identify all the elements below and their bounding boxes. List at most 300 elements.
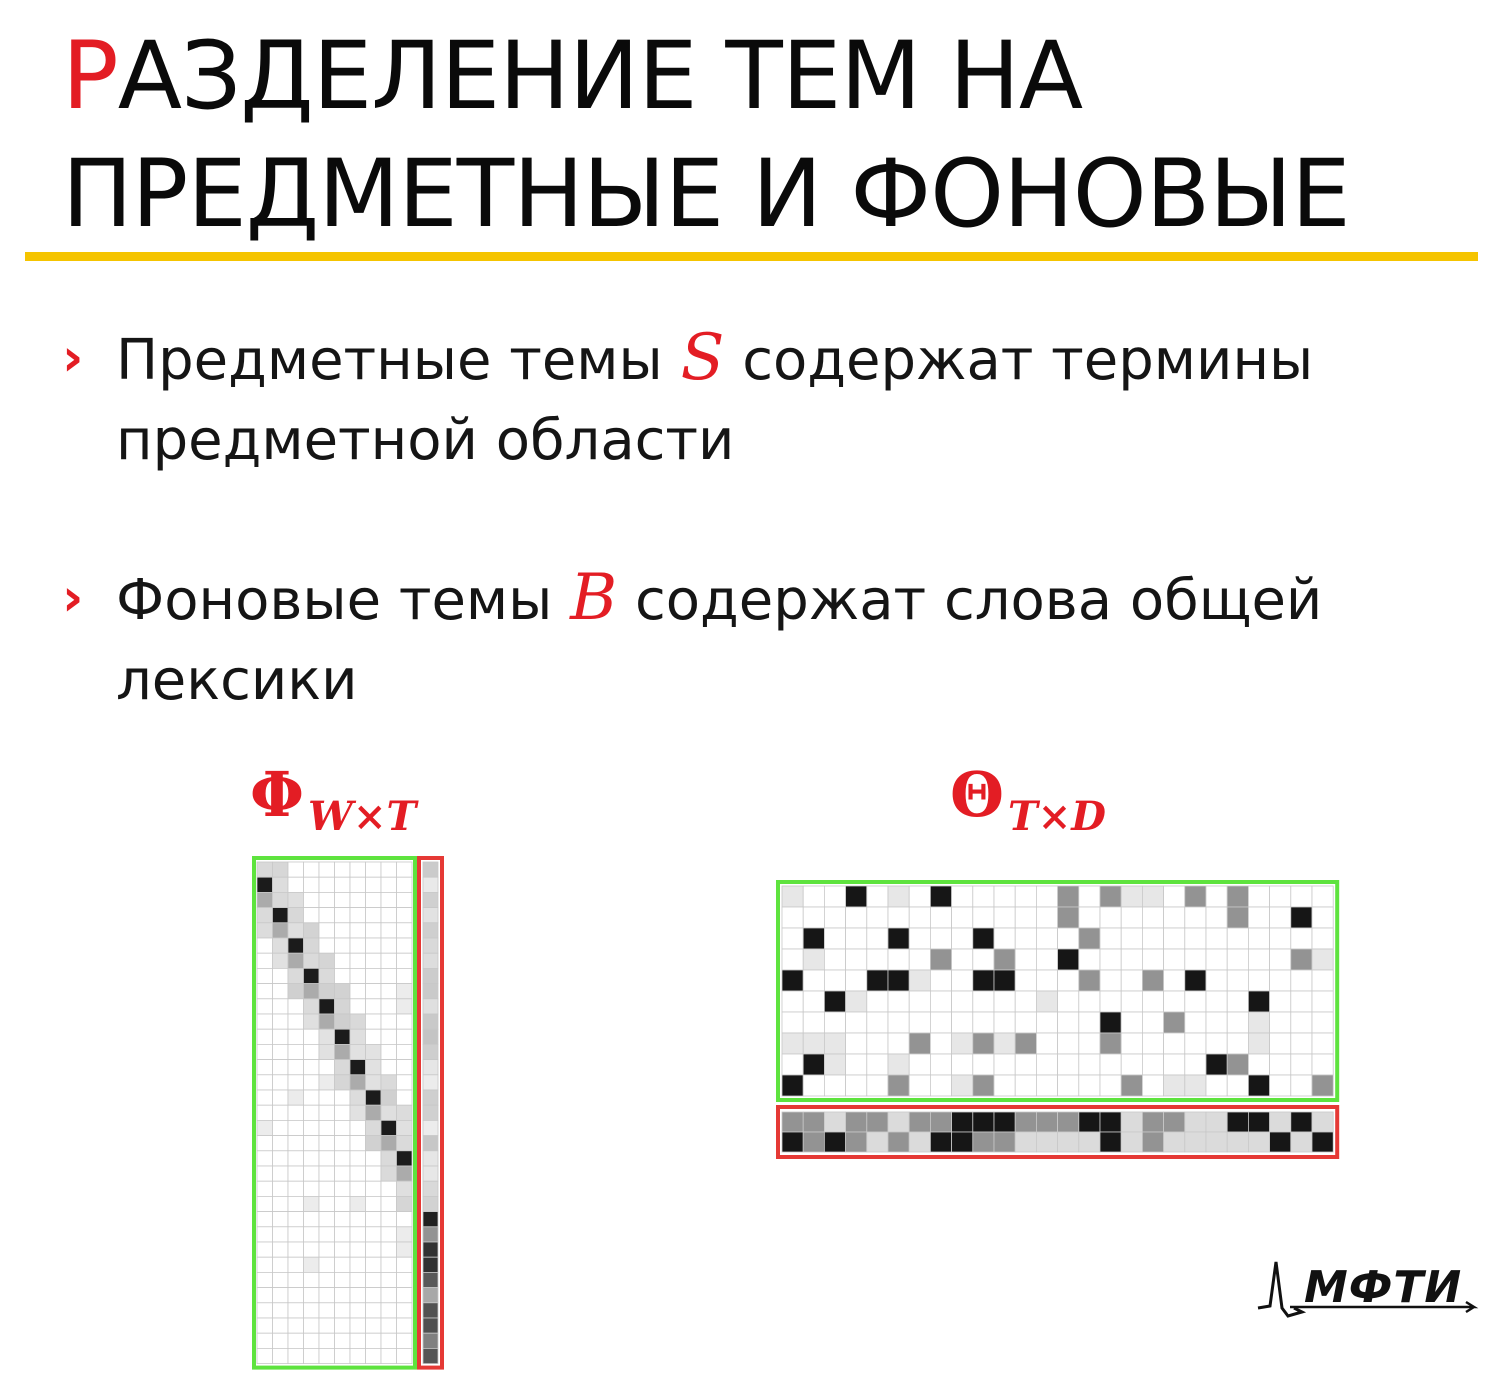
theta-cell bbox=[803, 949, 824, 970]
theta-cell bbox=[909, 1033, 930, 1054]
phi-cell bbox=[335, 953, 351, 968]
theta-cell bbox=[1291, 1012, 1312, 1033]
phi-cell bbox=[397, 877, 413, 892]
theta-cell bbox=[1058, 928, 1079, 949]
theta-background-cell bbox=[1100, 1132, 1121, 1152]
phi-background-cell bbox=[423, 892, 438, 907]
phi-cell bbox=[366, 877, 382, 892]
phi-cell bbox=[397, 1014, 413, 1029]
phi-cell bbox=[381, 908, 397, 923]
theta-cell bbox=[1270, 928, 1291, 949]
phi-cell bbox=[366, 923, 382, 938]
theta-cell bbox=[1185, 991, 1206, 1012]
phi-cell bbox=[319, 1075, 335, 1090]
phi-cell bbox=[257, 1060, 273, 1075]
theta-cell bbox=[1036, 970, 1057, 991]
theta-cell bbox=[888, 886, 909, 907]
theta-cell bbox=[1227, 1075, 1248, 1096]
phi-cell bbox=[273, 938, 289, 953]
theta-cell bbox=[1248, 991, 1269, 1012]
phi-cell bbox=[335, 1288, 351, 1303]
theta-cell bbox=[867, 991, 888, 1012]
theta-cell bbox=[1185, 1054, 1206, 1075]
phi-cell bbox=[381, 877, 397, 892]
phi-cell bbox=[319, 1318, 335, 1333]
phi-cell bbox=[335, 1090, 351, 1105]
theta-background-cell bbox=[1248, 1132, 1269, 1152]
theta-cell bbox=[973, 1054, 994, 1075]
phi-background-cell bbox=[423, 1105, 438, 1120]
phi-cell bbox=[335, 938, 351, 953]
theta-cell bbox=[1164, 907, 1185, 928]
phi-cell bbox=[350, 1181, 366, 1196]
phi-cell bbox=[397, 1333, 413, 1348]
phi-cell bbox=[273, 1257, 289, 1272]
theta-cell bbox=[1036, 928, 1057, 949]
phi-background-cell bbox=[423, 877, 438, 892]
phi-cell bbox=[381, 1029, 397, 1044]
theta-background-cell bbox=[1100, 1112, 1121, 1132]
theta-cell bbox=[1227, 970, 1248, 991]
theta-background-cell bbox=[1079, 1112, 1100, 1132]
theta-background-cell bbox=[1227, 1132, 1248, 1152]
theta-cell bbox=[952, 928, 973, 949]
theta-background-cell bbox=[1079, 1132, 1100, 1152]
phi-cell bbox=[288, 892, 304, 907]
phi-background-cell bbox=[423, 999, 438, 1014]
phi-cell bbox=[273, 1044, 289, 1059]
theta-cell bbox=[1121, 1012, 1142, 1033]
phi-cell bbox=[350, 1105, 366, 1120]
phi-cell bbox=[288, 908, 304, 923]
phi-cell bbox=[397, 1029, 413, 1044]
theta-cell bbox=[888, 970, 909, 991]
theta-cell bbox=[1206, 949, 1227, 970]
phi-cell bbox=[288, 1181, 304, 1196]
theta-cell bbox=[1270, 1054, 1291, 1075]
theta-cell bbox=[909, 949, 930, 970]
theta-cell bbox=[1270, 1075, 1291, 1096]
phi-background-cell bbox=[423, 1181, 438, 1196]
theta-cell bbox=[1079, 970, 1100, 991]
phi-background-cell bbox=[423, 923, 438, 938]
phi-cell bbox=[319, 1257, 335, 1272]
phi-cell bbox=[319, 1227, 335, 1242]
theta-cell bbox=[930, 1075, 951, 1096]
phi-cell bbox=[273, 1075, 289, 1090]
theta-background-cell bbox=[782, 1112, 803, 1132]
theta-cell bbox=[888, 1075, 909, 1096]
phi-cell bbox=[257, 1075, 273, 1090]
theta-cell bbox=[1248, 949, 1269, 970]
theta-background-cell bbox=[1142, 1132, 1163, 1152]
theta-cell bbox=[1079, 1075, 1100, 1096]
phi-cell bbox=[319, 999, 335, 1014]
phi-cell bbox=[366, 1151, 382, 1166]
phi-cell bbox=[366, 1227, 382, 1242]
theta-cell bbox=[782, 970, 803, 991]
theta-cell bbox=[909, 886, 930, 907]
theta-cell bbox=[824, 907, 845, 928]
phi-cell bbox=[366, 1288, 382, 1303]
phi-cell bbox=[304, 1151, 320, 1166]
theta-cell bbox=[1185, 928, 1206, 949]
theta-cell bbox=[1185, 970, 1206, 991]
phi-cell bbox=[381, 1288, 397, 1303]
theta-cell bbox=[1058, 991, 1079, 1012]
theta-cell bbox=[1164, 928, 1185, 949]
theta-cell bbox=[1036, 949, 1057, 970]
phi-cell bbox=[381, 984, 397, 999]
theta-cell bbox=[1312, 991, 1333, 1012]
theta-cell bbox=[1185, 1033, 1206, 1054]
theta-cell bbox=[803, 1033, 824, 1054]
phi-cell bbox=[381, 1075, 397, 1090]
phi-cell bbox=[350, 892, 366, 907]
phi-cell bbox=[288, 1318, 304, 1333]
phi-cell bbox=[304, 1014, 320, 1029]
theta-cell bbox=[994, 907, 1015, 928]
theta-cell bbox=[1121, 991, 1142, 1012]
phi-cell bbox=[288, 1333, 304, 1348]
theta-background-cell bbox=[824, 1132, 845, 1152]
phi-background-cell bbox=[423, 1090, 438, 1105]
theta-cell bbox=[782, 1054, 803, 1075]
bullet-chevron-icon: › bbox=[62, 328, 84, 388]
phi-cell bbox=[304, 1181, 320, 1196]
theta-cell bbox=[1185, 1012, 1206, 1033]
theta-cell bbox=[973, 991, 994, 1012]
phi-cell bbox=[350, 1120, 366, 1135]
theta-cell bbox=[952, 1012, 973, 1033]
phi-cell bbox=[366, 1318, 382, 1333]
phi-cell bbox=[273, 1166, 289, 1181]
theta-background-cell bbox=[930, 1112, 951, 1132]
phi-background-cell bbox=[423, 1029, 438, 1044]
phi-cell bbox=[397, 862, 413, 877]
phi-cell bbox=[381, 1060, 397, 1075]
theta-cell bbox=[1312, 1054, 1333, 1075]
phi-cell bbox=[381, 953, 397, 968]
theta-background-cell bbox=[1058, 1132, 1079, 1152]
phi-subscript: W×T bbox=[308, 793, 417, 840]
phi-cell bbox=[397, 984, 413, 999]
theta-cell bbox=[1248, 1054, 1269, 1075]
phi-cell bbox=[304, 1120, 320, 1135]
phi-cell bbox=[397, 1303, 413, 1318]
theta-cell bbox=[1206, 886, 1227, 907]
theta-background-cell bbox=[1291, 1132, 1312, 1152]
phi-cell bbox=[257, 877, 273, 892]
theta-cell bbox=[1227, 991, 1248, 1012]
theta-background-cell bbox=[867, 1112, 888, 1132]
theta-cell bbox=[1270, 970, 1291, 991]
theta-cell bbox=[1100, 1075, 1121, 1096]
phi-cell bbox=[304, 1242, 320, 1257]
theta-cell bbox=[1121, 970, 1142, 991]
theta-background-cell bbox=[803, 1112, 824, 1132]
theta-background-cell bbox=[782, 1132, 803, 1152]
theta-cell bbox=[824, 1075, 845, 1096]
theta-cell bbox=[1058, 1012, 1079, 1033]
theta-cell bbox=[1206, 1012, 1227, 1033]
bullet-2-after: содержат слова общей лексики bbox=[116, 568, 1323, 713]
theta-cell bbox=[803, 886, 824, 907]
theta-cell bbox=[1291, 928, 1312, 949]
theta-background-cell bbox=[994, 1112, 1015, 1132]
phi-cell bbox=[304, 1196, 320, 1211]
phi-cell bbox=[304, 1044, 320, 1059]
theta-cell bbox=[1185, 907, 1206, 928]
phi-cell bbox=[381, 1303, 397, 1318]
phi-cell bbox=[257, 1196, 273, 1211]
phi-cell bbox=[273, 984, 289, 999]
theta-cell bbox=[1291, 970, 1312, 991]
phi-cell bbox=[257, 1257, 273, 1272]
phi-cell bbox=[397, 1242, 413, 1257]
phi-cell bbox=[273, 877, 289, 892]
phi-cell bbox=[257, 1212, 273, 1227]
theta-cell bbox=[973, 949, 994, 970]
phi-cell bbox=[335, 1120, 351, 1135]
phi-background-cell bbox=[423, 1075, 438, 1090]
theta-cell bbox=[1036, 1054, 1057, 1075]
phi-cell bbox=[288, 999, 304, 1014]
phi-cell bbox=[381, 968, 397, 983]
theta-cell bbox=[973, 970, 994, 991]
phi-cell bbox=[335, 984, 351, 999]
theta-cell bbox=[1270, 1033, 1291, 1054]
theta-cell bbox=[1100, 907, 1121, 928]
theta-cell bbox=[909, 991, 930, 1012]
phi-cell bbox=[304, 1060, 320, 1075]
theta-cell bbox=[888, 991, 909, 1012]
phi-cell bbox=[304, 938, 320, 953]
theta-cell bbox=[1248, 1075, 1269, 1096]
theta-background-cell bbox=[973, 1112, 994, 1132]
phi-cell bbox=[273, 1333, 289, 1348]
phi-background-cell bbox=[423, 862, 438, 877]
theta-cell bbox=[1312, 1033, 1333, 1054]
phi-cell bbox=[273, 1288, 289, 1303]
theta-cell bbox=[1079, 907, 1100, 928]
phi-cell bbox=[335, 1136, 351, 1151]
phi-cell bbox=[288, 1288, 304, 1303]
bullet-chevron-icon: › bbox=[62, 568, 84, 628]
phi-cell bbox=[288, 1303, 304, 1318]
theta-background-cell bbox=[1036, 1112, 1057, 1132]
phi-cell bbox=[381, 1227, 397, 1242]
theta-cell bbox=[803, 1054, 824, 1075]
theta-cell bbox=[1079, 991, 1100, 1012]
theta-background-cell bbox=[1164, 1112, 1185, 1132]
theta-cell bbox=[930, 949, 951, 970]
theta-cell bbox=[782, 991, 803, 1012]
phi-cell bbox=[273, 892, 289, 907]
theta-cell bbox=[994, 970, 1015, 991]
phi-cell bbox=[319, 1060, 335, 1075]
phi-background-cell bbox=[423, 1136, 438, 1151]
phi-cell bbox=[366, 1075, 382, 1090]
theta-cell bbox=[1164, 949, 1185, 970]
phi-background-cell bbox=[423, 1272, 438, 1287]
theta-cell bbox=[1206, 928, 1227, 949]
phi-cell bbox=[350, 1090, 366, 1105]
phi-background-cell bbox=[423, 1348, 438, 1363]
phi-cell bbox=[304, 1288, 320, 1303]
theta-cell bbox=[1164, 1033, 1185, 1054]
phi-cell bbox=[319, 1303, 335, 1318]
phi-background-cell bbox=[423, 1120, 438, 1135]
theta-cell bbox=[952, 1054, 973, 1075]
theta-cell bbox=[1121, 1033, 1142, 1054]
phi-cell bbox=[381, 1151, 397, 1166]
theta-cell bbox=[867, 886, 888, 907]
phi-background-cell bbox=[423, 1151, 438, 1166]
phi-cell bbox=[350, 1272, 366, 1287]
theta-cell bbox=[867, 949, 888, 970]
phi-cell bbox=[335, 999, 351, 1014]
theta-background-cell bbox=[952, 1112, 973, 1132]
phi-cell bbox=[273, 862, 289, 877]
phi-cell bbox=[257, 1272, 273, 1287]
theta-cell bbox=[1121, 928, 1142, 949]
phi-cell bbox=[273, 908, 289, 923]
phi-cell bbox=[397, 1227, 413, 1242]
theta-background-cell bbox=[1270, 1132, 1291, 1152]
phi-cell bbox=[350, 908, 366, 923]
phi-cell bbox=[304, 862, 320, 877]
phi-cell bbox=[335, 1227, 351, 1242]
phi-cell bbox=[366, 908, 382, 923]
phi-cell bbox=[335, 1151, 351, 1166]
phi-cell bbox=[381, 1242, 397, 1257]
theta-cell bbox=[952, 991, 973, 1012]
theta-cell bbox=[782, 1033, 803, 1054]
phi-cell bbox=[273, 1105, 289, 1120]
theta-background-cell bbox=[1164, 1132, 1185, 1152]
theta-background-cell bbox=[1036, 1132, 1057, 1152]
theta-cell bbox=[1164, 1012, 1185, 1033]
theta-matrix bbox=[778, 882, 1337, 1157]
theta-cell bbox=[1248, 928, 1269, 949]
theta-cell bbox=[1100, 1054, 1121, 1075]
phi-cell bbox=[304, 1257, 320, 1272]
phi-cell bbox=[366, 1348, 382, 1363]
theta-cell bbox=[930, 970, 951, 991]
theta-cell bbox=[1291, 886, 1312, 907]
phi-cell bbox=[350, 1060, 366, 1075]
phi-cell bbox=[366, 862, 382, 877]
phi-cell bbox=[350, 999, 366, 1014]
phi-cell bbox=[319, 1242, 335, 1257]
phi-cell bbox=[366, 1060, 382, 1075]
theta-cell bbox=[1248, 907, 1269, 928]
phi-background-cell bbox=[423, 1060, 438, 1075]
phi-cell bbox=[335, 862, 351, 877]
phi-cell bbox=[381, 1333, 397, 1348]
theta-cell bbox=[909, 907, 930, 928]
theta-background-cell bbox=[1121, 1112, 1142, 1132]
phi-cell bbox=[350, 1257, 366, 1272]
theta-background-cell bbox=[909, 1132, 930, 1152]
theta-cell bbox=[846, 928, 867, 949]
theta-cell bbox=[846, 1033, 867, 1054]
phi-cell bbox=[366, 938, 382, 953]
theta-cell bbox=[952, 907, 973, 928]
theta-cell bbox=[1142, 928, 1163, 949]
theta-cell bbox=[994, 886, 1015, 907]
phi-cell bbox=[257, 1303, 273, 1318]
phi-cell bbox=[397, 938, 413, 953]
phi-cell bbox=[319, 984, 335, 999]
phi-cell bbox=[381, 1120, 397, 1135]
theta-cell bbox=[973, 928, 994, 949]
phi-cell bbox=[397, 1196, 413, 1211]
theta-cell bbox=[1206, 907, 1227, 928]
phi-cell bbox=[304, 1227, 320, 1242]
phi-cell bbox=[397, 1272, 413, 1287]
theta-cell bbox=[1058, 886, 1079, 907]
phi-cell bbox=[350, 984, 366, 999]
phi-background-cell bbox=[423, 984, 438, 999]
theta-cell bbox=[782, 1012, 803, 1033]
phi-cell bbox=[304, 1105, 320, 1120]
theta-cell bbox=[1312, 970, 1333, 991]
phi-cell bbox=[288, 1272, 304, 1287]
theta-cell bbox=[1206, 1075, 1227, 1096]
phi-cell bbox=[366, 1014, 382, 1029]
phi-cell bbox=[366, 1105, 382, 1120]
theta-cell bbox=[1100, 970, 1121, 991]
theta-cell bbox=[1100, 886, 1121, 907]
phi-cell bbox=[335, 1014, 351, 1029]
theta-cell bbox=[1121, 1075, 1142, 1096]
phi-cell bbox=[288, 862, 304, 877]
phi-cell bbox=[273, 1181, 289, 1196]
theta-cell bbox=[824, 1054, 845, 1075]
theta-cell bbox=[1248, 1012, 1269, 1033]
theta-cell bbox=[1079, 949, 1100, 970]
theta-cell bbox=[930, 907, 951, 928]
phi-cell bbox=[397, 1166, 413, 1181]
phi-cell bbox=[366, 1166, 382, 1181]
phi-cell bbox=[381, 1166, 397, 1181]
theta-cell bbox=[1185, 1075, 1206, 1096]
phi-cell bbox=[335, 1075, 351, 1090]
theta-background-cell bbox=[1248, 1112, 1269, 1132]
phi-cell bbox=[319, 1044, 335, 1059]
theta-background-cell bbox=[909, 1112, 930, 1132]
phi-cell bbox=[397, 953, 413, 968]
theta-cell bbox=[1206, 991, 1227, 1012]
theta-cell bbox=[1036, 1033, 1057, 1054]
phi-cell bbox=[350, 923, 366, 938]
theta-cell bbox=[1291, 1075, 1312, 1096]
theta-cell bbox=[930, 1012, 951, 1033]
theta-cell bbox=[803, 907, 824, 928]
theta-cell bbox=[824, 949, 845, 970]
theta-cell bbox=[1100, 949, 1121, 970]
phi-cell bbox=[257, 938, 273, 953]
phi-cell bbox=[366, 1181, 382, 1196]
theta-background-cell bbox=[1312, 1112, 1333, 1132]
theta-cell bbox=[994, 1054, 1015, 1075]
theta-cell bbox=[1270, 886, 1291, 907]
phi-cell bbox=[397, 1075, 413, 1090]
theta-cell bbox=[867, 970, 888, 991]
phi-cell bbox=[257, 908, 273, 923]
